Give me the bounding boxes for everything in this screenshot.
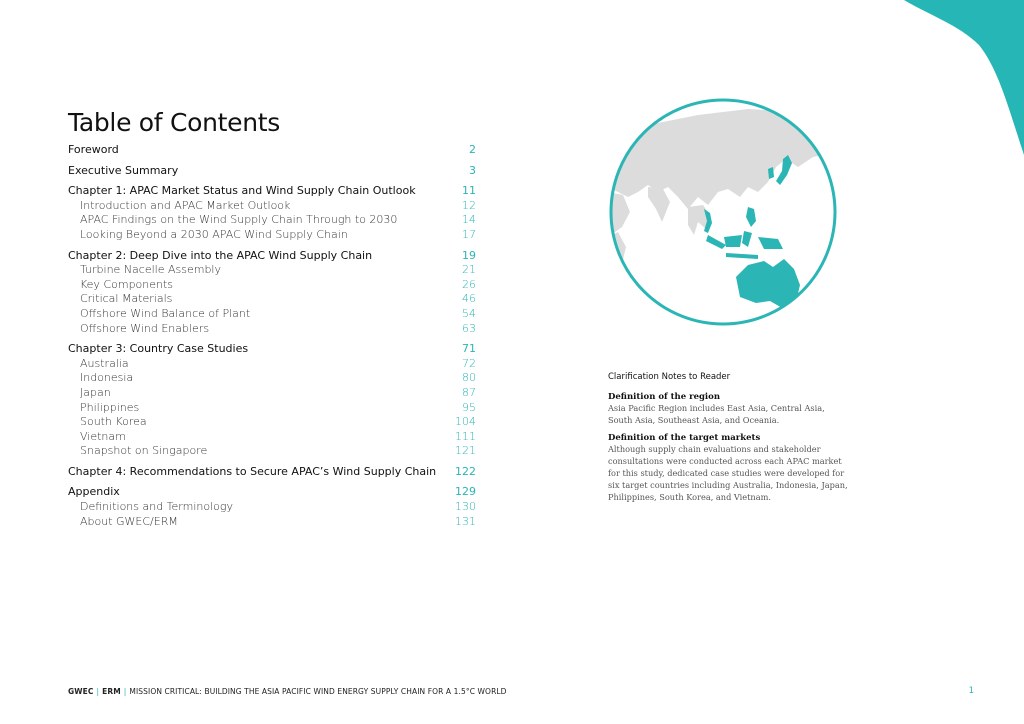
toc-page-number: 2 <box>469 143 476 156</box>
toc-entry-label: Key Components <box>80 277 174 291</box>
toc-section-entry[interactable] <box>68 213 478 228</box>
toc-entry-label: Snapshot on Singapore <box>80 444 208 458</box>
toc-section-entry[interactable] <box>68 500 478 515</box>
toc-entry-label: Executive Summary <box>68 163 179 177</box>
toc-page-number: 130 <box>455 500 476 514</box>
toc-entry-label: South Korea <box>80 415 147 429</box>
toc-entry-label: Offshore Wind Enablers <box>80 321 210 335</box>
toc-chapter-entry[interactable] <box>68 465 478 480</box>
toc-page-number: 87 <box>462 385 476 399</box>
toc-entry-label: Vietnam <box>80 429 126 443</box>
toc-page-number: 71 <box>462 342 476 356</box>
toc-page-number: 3 <box>469 163 476 177</box>
region-text: Asia Pacific Region includes East Asia, Central Asia, South Asia, Southeast Asia, and Oceania. <box>608 403 825 425</box>
toc-page-number: 19 <box>462 248 476 262</box>
toc-section-entry[interactable] <box>68 292 478 307</box>
toc-entry-label: Australia <box>80 356 129 370</box>
toc-page-number: 46 <box>462 292 476 306</box>
toc-chapter-entry[interactable] <box>68 342 478 357</box>
toc-entry-label: APAC Findings on the Wind Supply Chain Through to 2030 <box>80 213 398 227</box>
toc-section-entry[interactable] <box>68 430 478 445</box>
toc-entry-label: Definitions and Terminology <box>80 500 234 514</box>
toc-entry-label: Offshore Wind Balance of Plant <box>80 306 251 320</box>
footer: GWEC | ERM | MISSION CRITICAL: BUILDING THE ASIA PACIFIC WIND ENERGY SUPPLY CHAIN FOR A 1.5°C WORLD <box>68 687 507 696</box>
toc-page-number: 63 <box>462 321 476 335</box>
toc-entry-label: Philippines <box>80 400 140 414</box>
toc-section-entry[interactable] <box>68 228 478 243</box>
toc-entry-label: Critical Materials <box>80 292 173 306</box>
toc-entry-label: Indonesia <box>80 371 134 385</box>
toc-page-number: 11 <box>462 184 476 198</box>
footer-org2: ERM <box>102 687 121 696</box>
toc-page-number: 26 <box>462 277 476 291</box>
toc-page-number: 72 <box>462 356 476 370</box>
toc-page-number: 111 <box>455 429 476 443</box>
toc-entry-label: Introduction and APAC Market Outlook <box>80 198 291 212</box>
toc-page-number: 131 <box>455 514 476 528</box>
toc-entry-label: About GWEC/ERM <box>80 514 178 528</box>
toc-section-entry[interactable] <box>68 307 478 322</box>
toc-section-entry[interactable] <box>68 444 478 459</box>
toc-section-entry[interactable] <box>68 515 478 530</box>
toc-entry-label: Chapter 4: Recommendations to Secure APAC’s Wind Supply Chain <box>68 464 437 478</box>
footer-title: MISSION CRITICAL: BUILDING THE ASIA PACIFIC WIND ENERGY SUPPLY CHAIN FOR A 1.5°C WORLD <box>129 687 507 696</box>
toc-page-number: 80 <box>462 371 476 385</box>
page-title: Table of Contents <box>68 108 280 137</box>
toc-entry-label: Chapter 1: APAC Market Status and Wind Supply Chain Outlook <box>68 184 416 198</box>
page-number: 1 <box>968 686 974 696</box>
toc-chapter-entry[interactable] <box>68 249 478 264</box>
toc-section-entry[interactable] <box>68 278 478 293</box>
toc-chapter-entry[interactable] <box>68 164 478 179</box>
toc-page-number: 14 <box>462 213 476 227</box>
toc-chapter-entry[interactable] <box>68 143 478 158</box>
toc-chapter-entry[interactable] <box>68 485 478 500</box>
toc-page-number: 122 <box>455 464 476 478</box>
toc-entry-label: Japan <box>80 385 111 399</box>
globe-map-icon <box>608 97 838 327</box>
corner-decoration-icon <box>884 0 1024 160</box>
toc-page-number: 104 <box>455 415 476 429</box>
markets-text: Although supply chain evaluations and stakeholder consultations were conducted across each APAC market for this study, dedicated case studies were developed for six target countries including Australia, Indonesia, Japan, Philippines, South Korea, and Vietnam. <box>608 444 848 502</box>
toc-section-entry[interactable] <box>68 199 478 214</box>
markets-heading: Definition of the target markets <box>608 433 761 443</box>
toc-page-number: 12 <box>462 198 476 212</box>
toc-section-entry[interactable] <box>68 401 478 416</box>
region-heading: Definition of the region <box>608 392 720 402</box>
toc-page-number: 17 <box>462 227 476 241</box>
toc-section-entry[interactable] <box>68 371 478 386</box>
toc-section-entry[interactable] <box>68 357 478 372</box>
toc-section-entry[interactable] <box>68 322 478 337</box>
clarification-notes <box>608 372 848 510</box>
toc-section-entry[interactable] <box>68 415 478 430</box>
toc-page-number: 121 <box>455 444 476 458</box>
toc-entry-label: Foreword <box>68 143 119 156</box>
notes-heading: Clarification Notes to Reader <box>608 372 731 382</box>
toc-chapter-entry[interactable] <box>68 184 478 199</box>
toc-section-entry[interactable] <box>68 386 478 401</box>
toc-entry-label: Chapter 2: Deep Dive into the APAC Wind Supply Chain <box>68 248 373 262</box>
toc-list <box>68 143 478 529</box>
toc-entry-label: Looking Beyond a 2030 APAC Wind Supply Chain <box>80 227 348 241</box>
toc-entry-label: Turbine Nacelle Assembly <box>80 263 221 277</box>
footer-org1: GWEC <box>68 687 94 696</box>
toc-section-entry[interactable] <box>68 263 478 278</box>
toc-page-number: 21 <box>462 263 476 277</box>
toc-entry-label: Chapter 3: Country Case Studies <box>68 342 249 356</box>
toc-page-number: 95 <box>462 400 476 414</box>
toc-page-number: 54 <box>462 306 476 320</box>
toc-page-number: 129 <box>455 485 476 499</box>
toc-entry-label: Appendix <box>68 485 120 499</box>
